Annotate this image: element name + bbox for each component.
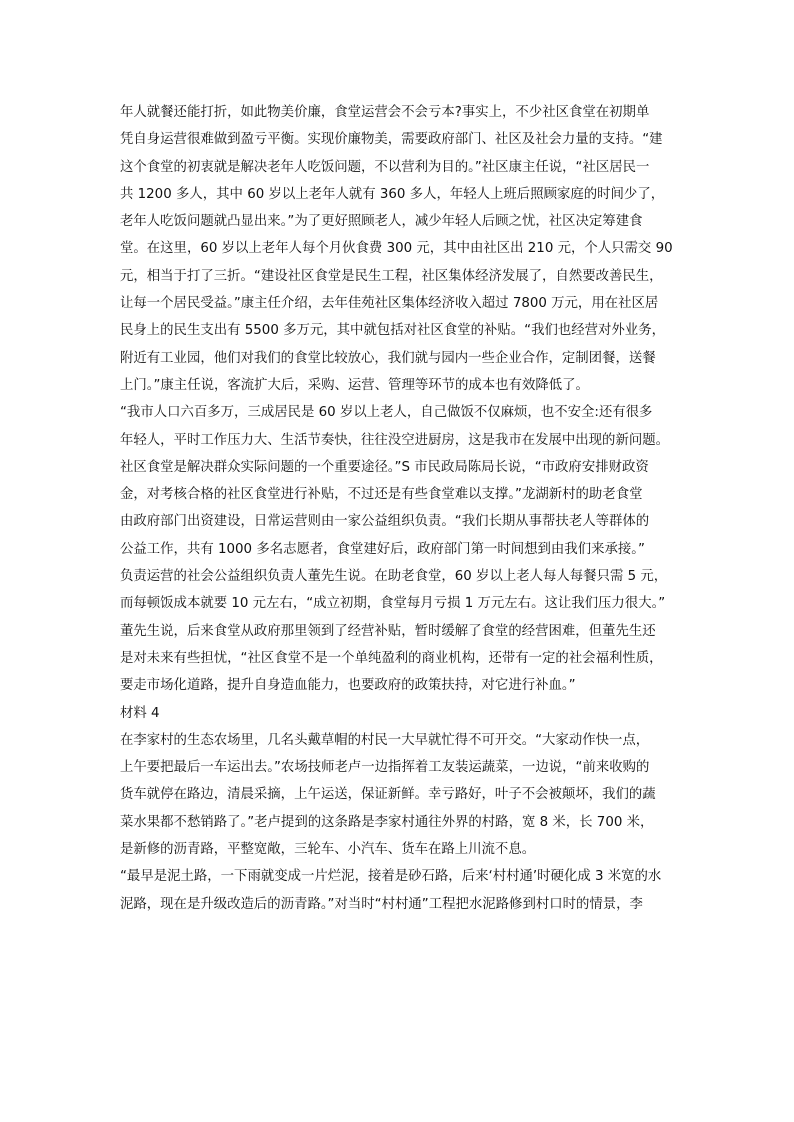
text-line: 这个食堂的初衷就是解决老年人吃饭问题，不以营利为目的。”社区康主任说，“社区居民一: [120, 159, 650, 175]
text-line: 凭自身运营很难做到盈亏平衡。实现价廉物美，需要政府部门、社区及社会力量的支持。“建: [120, 132, 663, 148]
text-line: 在李家村的生态农场里，几名头戴草帽的村民一大早就忙得不可开交。“大家动作快一点，: [120, 732, 650, 748]
text-line: 老年人吃饭问题就凸显出来。”为了更好照顾老人，减少年轻人后顾之忧，社区决定筹建食: [120, 214, 643, 230]
text-line: 货车就停在路边，清晨采摘，上午运送，保证新鲜。幸亏路好，叶子不会被颠坏，我们的蔬: [120, 787, 656, 803]
text-line: 民身上的民生支出有 5500 多万元，其中就包括对社区食堂的补贴。“我们也经营对外业务，: [120, 323, 665, 339]
text-line: 金，对考核合格的社区食堂进行补贴，不过还是有些食堂难以支撑。”龙湖新村的助老食堂: [120, 487, 643, 503]
text-line: 董先生说，后来食堂从政府那里领到了经营补贴，暂时缓解了食堂的经营困难，但董先生还: [120, 623, 656, 639]
section-heading: 材料 4: [120, 705, 160, 721]
text-line: 共 1200 多人，其中 60 岁以上老年人就有 360 多人，年轻人上班后照顾家庭的时间少了，: [120, 186, 665, 202]
text-line: 而每顿饭成本就要 10 元左右，“成立初期，食堂每月亏损 1 万元左右。这让我们压力很大。”: [120, 596, 666, 612]
text-line: “最早是泥土路，一下雨就变成一片烂泥，接着是砂石路，后来‘村村通’时硬化成 3 米宽的水: [120, 869, 662, 885]
text-line: 公益工作，共有 1000 多名志愿者，食堂建好后，政府部门第一时间想到由我们来承接。”: [120, 541, 645, 557]
text-line: 年轻人，平时工作压力大、生活节奏快，往往没空进厨房，这是我市在发展中出现的新问题。: [120, 432, 670, 448]
text-line: “我市人口六百多万，三成居民是 60 岁以上老人，自己做饭不仅麻烦，也不安全:还有很多: [120, 405, 653, 421]
text-line: 菜水果都不愁销路了。”老卢提到的这条路是李家村通往外界的村路，宽 8 米，长 700 米，: [120, 814, 654, 830]
text-line: 让每一个居民受益。”康主任介绍，去年佳苑社区集体经济收入超过 7800 万元，用在社区居: [120, 296, 659, 312]
text-line: 元，相当于打了三折。“建设社区食堂是民生工程，社区集体经济发展了，自然要改善民生，: [120, 268, 663, 284]
text-line: 负责运营的社会公益组织负责人董先生说。在助老食堂，60 岁以上老人每人每餐只需 5 元，: [120, 569, 668, 585]
text-line: 上午要把最后一车运出去。”农场技师老卢一边指挥着工友装运蔬菜，一边说，“前来收购的: [120, 760, 650, 776]
text-line: 附近有工业园，他们对我们的食堂比较放心，我们就与园内一些企业合作，定制团餐，送餐: [120, 350, 656, 366]
text-line: 上门。”康主任说，客流扩大后，采购、运营、管理等环节的成本也有效降低了。: [120, 377, 589, 393]
text-line: 是新修的沥青路，平整宽敞，三轮车、小汽车、货车在路上川流不息。: [120, 842, 536, 858]
text-line: 由政府部门出资建设，日常运营则由一家公益组织负责。“我们长期从事帮扶老人等群体的: [120, 514, 650, 530]
text-line: 年人就餐还能打折，如此物美价廉，食堂运营会不会亏本?事实上，不少社区食堂在初期单: [120, 105, 650, 120]
text-line: 要走市场化道路，提升自身造血能力，也要政府的政策扶持，对它进行补血。”: [120, 678, 576, 694]
text-line: 社区食堂是解决群众实际问题的一个重要途径。”S 市民政局陈局长说，“市政府安排财政资: [120, 459, 649, 475]
text-line: 泥路，现在是升级改造后的沥青路。”对当时“村村通”工程把水泥路修到村口时的情景，李: [120, 896, 643, 912]
text-line: 堂。在这里，60 岁以上老年人每个月伙食费 300 元，其中由社区出 210 元，个人只需交 90: [120, 241, 673, 257]
text-line: 是对未来有些担忧，“社区食堂不是一个单纯盈利的商业机构，还带有一定的社会福利性质，: [120, 650, 663, 666]
document-body: [120, 99, 700, 918]
